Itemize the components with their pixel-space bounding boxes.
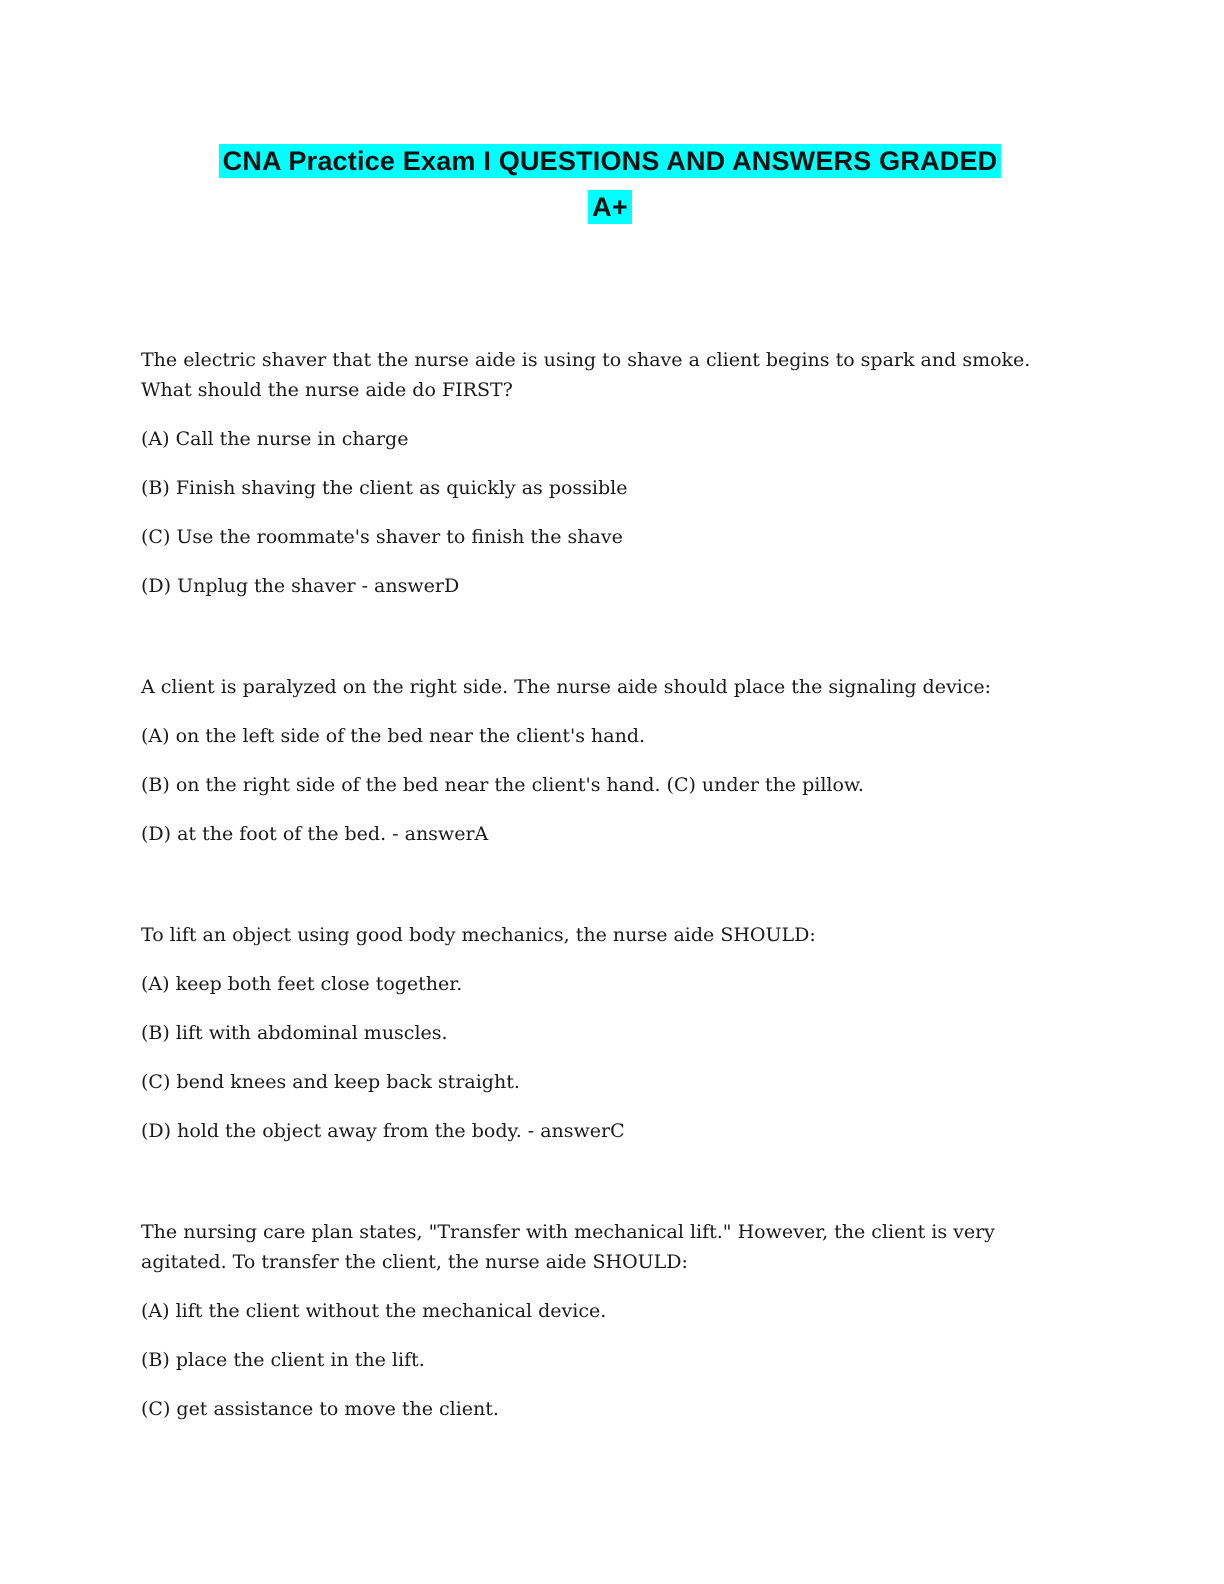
answer-option: (C) bend knees and keep back straight.	[141, 1071, 520, 1093]
answer-option: (A) lift the client without the mechanical device.	[141, 1300, 607, 1322]
question-stem: The nursing care plan states, "Transfer with mechanical lift." However, the client is very agitated. To transfer the client, the nurse aide SHOULD:	[141, 1221, 995, 1273]
answer-option: (A) on the left side of the bed near the client's hand.	[141, 725, 646, 747]
answer-option: (D) at the foot of the bed. - answerA	[141, 823, 489, 845]
title-line-2: A+	[588, 190, 632, 224]
answer-option: (B) Finish shaving the client as quickly as possible	[141, 477, 628, 499]
question-1	[141, 345, 1081, 601]
question-4	[141, 1217, 1081, 1424]
answer-option: (B) place the client in the lift.	[141, 1349, 425, 1371]
answer-option: (B) on the right side of the bed near the client's hand. (C) under the pillow.	[141, 774, 864, 796]
question-stem: The electric shaver that the nurse aide is using to shave a client begins to spark and smoke. What should the nurse aide do FIRST?	[141, 349, 1031, 401]
answer-option: (C) Use the roommate's shaver to finish the shave	[141, 526, 623, 548]
question-stem: A client is paralyzed on the right side. The nurse aide should place the signaling device:	[141, 676, 992, 698]
answer-option: (D) Unplug the shaver - answerD	[141, 575, 460, 597]
answer-option: (A) Call the nurse in charge	[141, 428, 409, 450]
answer-option: (D) hold the object away from the body. - answerC	[141, 1120, 625, 1142]
question-stem: To lift an object using good body mechanics, the nurse aide SHOULD:	[141, 924, 816, 946]
question-list	[141, 345, 1081, 1424]
answer-option: (C) get assistance to move the client.	[141, 1398, 499, 1420]
question-3	[141, 920, 1081, 1146]
title-line-1: CNA Practice Exam I QUESTIONS AND ANSWERS GRADED	[219, 144, 1002, 178]
question-2	[141, 672, 1081, 849]
answer-option: (A) keep both feet close together.	[141, 973, 463, 995]
document-title	[150, 138, 1070, 230]
answer-option: (B) lift with abdominal muscles.	[141, 1022, 448, 1044]
